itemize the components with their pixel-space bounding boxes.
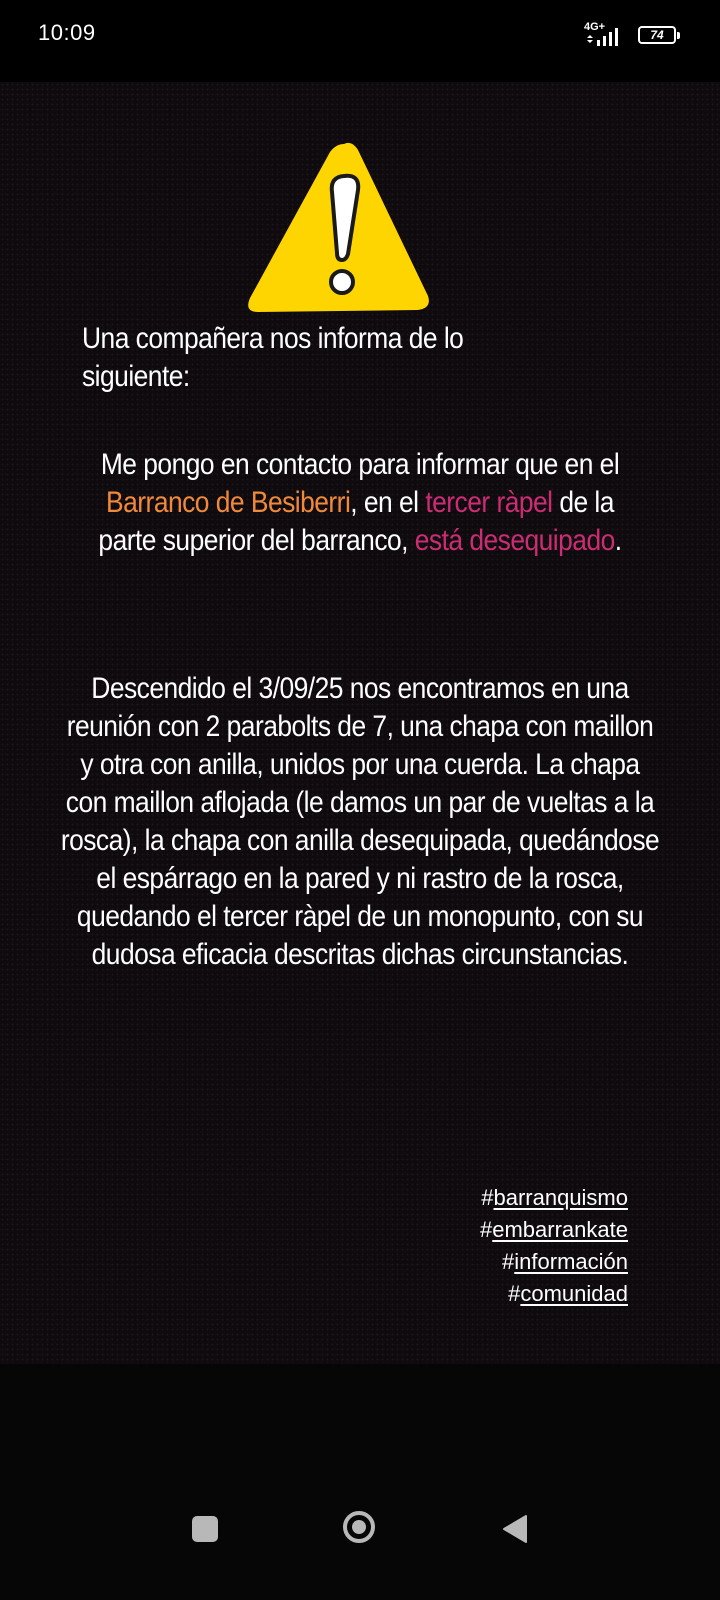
navigation-bar xyxy=(0,1364,720,1600)
report-part-2: , en el xyxy=(350,486,426,519)
report-part-4: . xyxy=(614,524,622,557)
status-highlight: está desequipado xyxy=(414,524,615,557)
hashtag-link[interactable] xyxy=(480,1278,628,1310)
hash-symbol: # xyxy=(502,1249,515,1274)
signal-icon xyxy=(584,22,628,48)
status-time: 10:09 xyxy=(38,20,96,45)
hash-symbol: # xyxy=(481,1185,494,1210)
hashtag-link[interactable] xyxy=(480,1246,628,1278)
recent-apps-button[interactable] xyxy=(192,1516,218,1542)
hashtag-word: embarrankate xyxy=(492,1217,628,1242)
hashtag-link[interactable] xyxy=(480,1214,628,1246)
hashtag-word: barranquismo xyxy=(493,1185,628,1210)
hashtag-list xyxy=(480,1182,628,1310)
story-card[interactable] xyxy=(0,82,720,1364)
back-button[interactable] xyxy=(502,1514,528,1544)
hashtag-link[interactable] xyxy=(480,1182,628,1214)
battery-icon xyxy=(638,26,676,44)
hashtag-word: comunidad xyxy=(520,1281,628,1306)
report-part-3: de la parte superior del barranco, xyxy=(98,486,614,557)
hashtag-word: información xyxy=(514,1249,628,1274)
status-bar xyxy=(0,0,720,52)
location-highlight: Barranco de Besiberri xyxy=(106,486,351,519)
rappel-highlight: tercer ràpel xyxy=(425,486,553,519)
home-button[interactable] xyxy=(342,1510,376,1544)
warning-triangle-icon xyxy=(244,136,434,316)
report-text xyxy=(78,446,641,560)
status-icons xyxy=(584,20,676,50)
details-text: Descendido el 3/09/25 nos encontramos en una reunión con 2 parabolts de 7, una chapa con maillon y otra con anilla, unidos por una cuerda. La chapa con maillon aflojada (le damos un par de vueltas a la rosca), la chapa con anilla desequipada, quedándose el espárrago en la pared y ni rastro de la rosca, quedando el tercer ràpel de un monopunto, con su dudosa eficacia descritas dichas circunstancias. xyxy=(60,672,660,971)
intro-text: Una compañera nos informa de lo siguiente: xyxy=(82,322,464,393)
battery-level: 74 xyxy=(650,28,664,42)
hash-symbol: # xyxy=(480,1217,493,1242)
network-type-label: 4G+ xyxy=(584,21,606,33)
hash-symbol: # xyxy=(508,1281,521,1306)
report-part-1: Me pongo en contacto para informar que en el xyxy=(100,448,620,481)
